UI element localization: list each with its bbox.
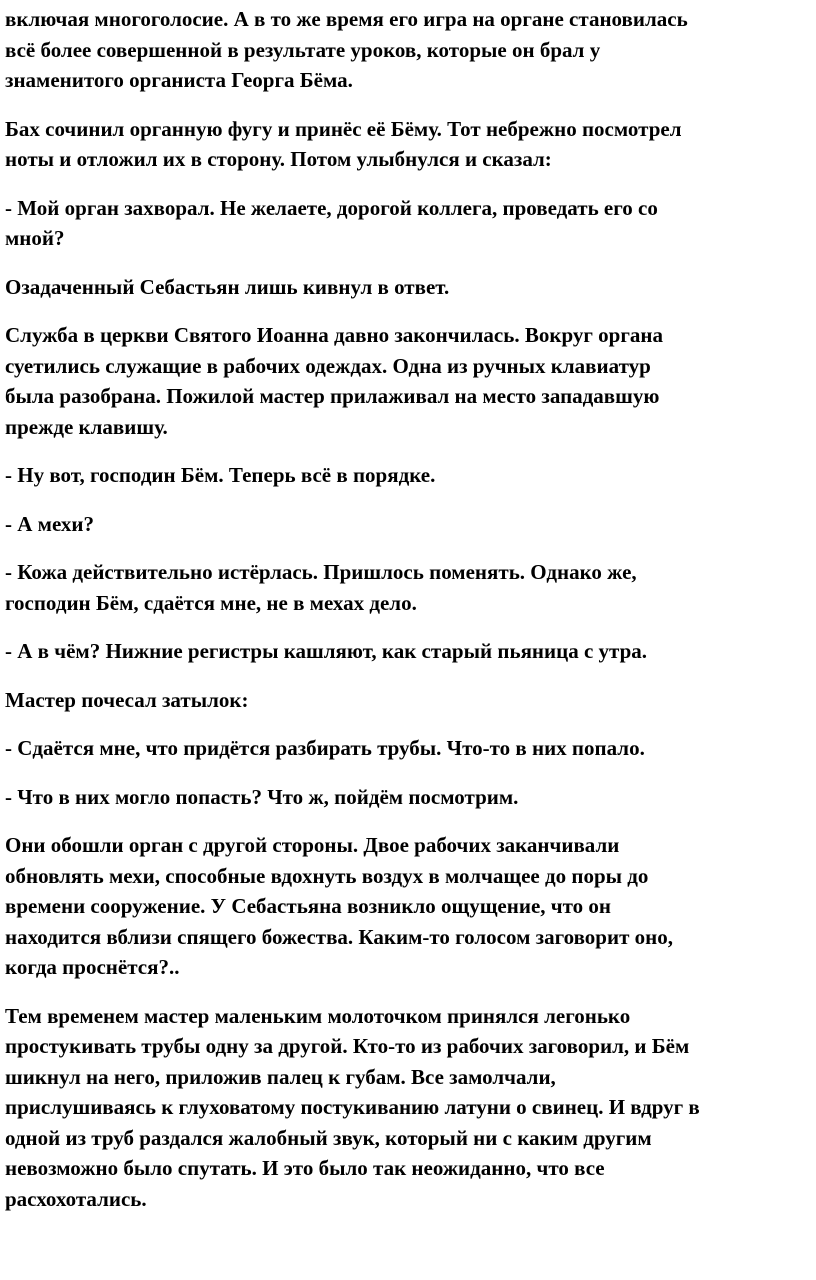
paragraph: - Сдаётся мне, что придётся разбирать трубы. Что-то в них попало. bbox=[5, 736, 645, 760]
paragraph: Озадаченный Себастьян лишь кивнул в ответ. bbox=[5, 274, 450, 299]
paragraph: Мастер почесал затылок: bbox=[5, 687, 249, 712]
paragraph: Тем временем мастер маленьким молоточком принялся легонько простукивать трубы одну за другой. Кто-то из рабочих заговорил, и Бём шикнул на него, приложив палец к губам. Все замолчали, прислушиваясь к глуховатому постукиванию латуни о свинец. И вдруг в одной из труб раздался жалобный звук, который ни с каким другим невозможно было спутать. И это было так неожиданно, что все расхохотались. bbox=[5, 1003, 700, 1211]
paragraph: включая многоголосие. А в то же время его игра на органе становилась всё более совершенной в результате уроков, которые он брал у знаменитого органиста Георга Бёма. bbox=[5, 7, 688, 92]
paragraph: - Мой орган захворал. Не желаете, дорогой коллега, проведать его со мной? bbox=[5, 195, 658, 250]
paragraph: - Что в них могло попасть? Что ж, пойдём посмотрим. bbox=[5, 784, 519, 809]
paragraph: Они обошли орган с другой стороны. Двое рабочих заканчивали обновлять мехи, способные вдохнуть воздух в молчащее до поры до времени сооружение. У Себастьяна возникло ощущение, что он находится вблизи спящего божества. Каким-то голосом заговорит оно, когда проснётся?.. bbox=[5, 833, 673, 979]
paragraph: Служба в церкви Святого Иоанна давно закончилась. Вокруг органа суетились служащие в рабочих одеждах. Одна из ручных клавиатур была разобрана. Пожилой мастер прилаживал на место западавшую прежде клавишу. bbox=[5, 323, 663, 439]
paragraph: Бах сочинил органную фугу и принёс её Бёму. Тот небрежно посмотрел ноты и отложил их в сторону. Потом улыбнулся и сказал: bbox=[5, 116, 682, 171]
paragraph: - А в чём? Нижние регистры кашляют, как старый пьяница с утра. bbox=[5, 639, 648, 663]
paragraph: - Кожа действительно истёрлась. Пришлось поменять. Однако же, господин Бём, сдаётся мне, не в мехах дело. bbox=[5, 560, 637, 615]
paragraph: - А мехи? bbox=[5, 511, 94, 536]
paragraph: - Ну вот, господин Бём. Теперь всё в порядке. bbox=[5, 463, 436, 487]
